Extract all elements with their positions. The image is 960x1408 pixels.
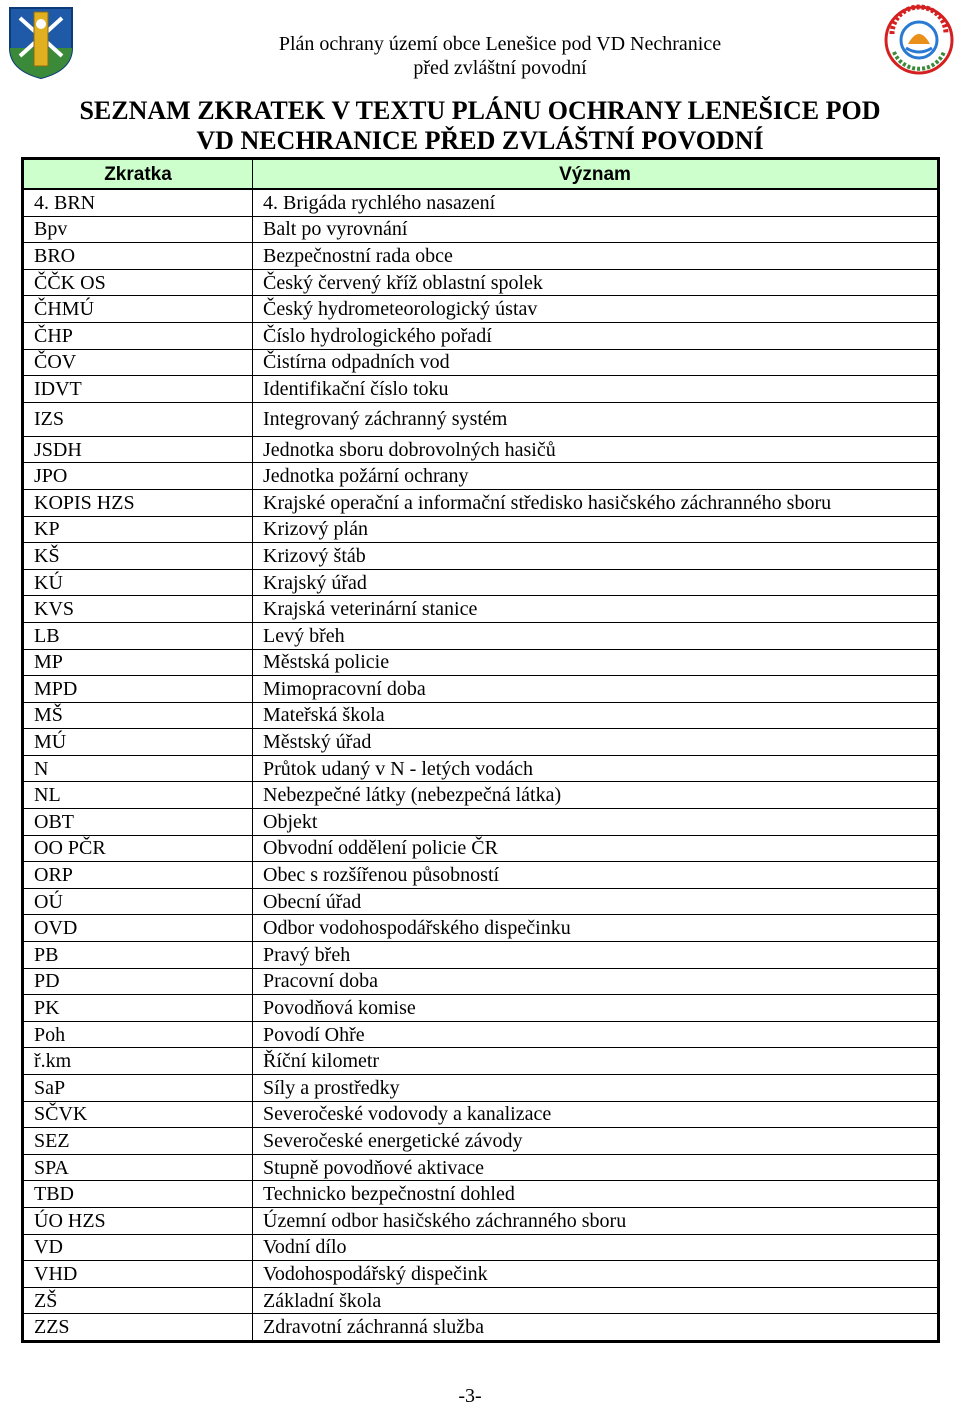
table-row [23, 243, 939, 270]
table-row [23, 349, 939, 376]
abbreviation-cell: JPO [23, 463, 253, 490]
column-header-abbreviation: Zkratka [23, 159, 253, 190]
table-row [23, 835, 939, 862]
abbreviation-cell: BRO [23, 243, 253, 270]
table-row [23, 755, 939, 782]
table-row [23, 516, 939, 543]
abbreviation-cell: ČOV [23, 349, 253, 376]
meaning-cell: Technicko bezpečnostní dohled [253, 1181, 939, 1208]
meaning-cell: Objekt [253, 809, 939, 836]
table-row [23, 862, 939, 889]
table-row [23, 1261, 939, 1288]
table-row [23, 436, 939, 463]
meaning-cell: Pravý břeh [253, 942, 939, 969]
table-body [23, 189, 939, 1341]
abbreviation-cell: PD [23, 968, 253, 995]
meaning-cell: Krajská veterinární stanice [253, 596, 939, 623]
abbreviation-cell: JSDH [23, 436, 253, 463]
meaning-cell: Mimopracovní doba [253, 676, 939, 703]
abbreviation-cell: VD [23, 1234, 253, 1261]
meaning-cell: Český hydrometeorologický ústav [253, 296, 939, 323]
abbreviations-table [21, 157, 940, 1343]
page-header [200, 32, 800, 80]
table-row [23, 942, 939, 969]
meaning-cell: Bezpečnostní rada obce [253, 243, 939, 270]
meaning-cell: Vodní dílo [253, 1234, 939, 1261]
meaning-cell: Vodohospodářský dispečink [253, 1261, 939, 1288]
table-row [23, 1181, 939, 1208]
header-line-1: Plán ochrany území obce Lenešice pod VD Nechranice [278, 33, 722, 55]
abbreviation-cell: 4. BRN [23, 189, 253, 216]
title-line-2: VD NECHRANICE PŘED ZVLÁŠTNÍ POVODNÍ [196, 126, 764, 155]
table-row [23, 995, 939, 1022]
meaning-cell: Obec s rozšířenou působností [253, 862, 939, 889]
abbreviation-cell: OBT [23, 809, 253, 836]
document-title [20, 96, 940, 156]
table-row [23, 569, 939, 596]
meaning-cell: Obecní úřad [253, 888, 939, 915]
abbreviation-cell: KŠ [23, 543, 253, 570]
abbreviation-cell: OO PČR [23, 835, 253, 862]
table-row [23, 189, 939, 216]
table-row [23, 463, 939, 490]
table-header-row [23, 159, 939, 190]
meaning-cell: Síly a prostředky [253, 1075, 939, 1102]
abbreviation-cell: NL [23, 782, 253, 809]
table-row [23, 782, 939, 809]
table-row [23, 1207, 939, 1234]
table-row [23, 622, 939, 649]
abbreviation-cell: SČVK [23, 1101, 253, 1128]
meaning-cell: Čistírna odpadních vod [253, 349, 939, 376]
abbreviation-cell: PK [23, 995, 253, 1022]
table-row [23, 322, 939, 349]
abbreviation-cell: KP [23, 516, 253, 543]
meaning-cell: Zdravotní záchranná služba [253, 1314, 939, 1342]
meaning-cell: Severočeské vodovody a kanalizace [253, 1101, 939, 1128]
abbreviation-cell: ÚO HZS [23, 1207, 253, 1234]
abbreviation-cell: KVS [23, 596, 253, 623]
header-line-2: před zvláštní povodní [413, 57, 587, 79]
meaning-cell: Číslo hydrologického pořadí [253, 322, 939, 349]
abbreviation-cell: LB [23, 622, 253, 649]
table-row [23, 1101, 939, 1128]
meaning-cell: Městská policie [253, 649, 939, 676]
abbreviation-cell: IZS [23, 402, 253, 436]
meaning-cell: Základní škola [253, 1287, 939, 1314]
abbreviation-cell: ČHMÚ [23, 296, 253, 323]
abbreviation-cell: KÚ [23, 569, 253, 596]
table-row [23, 296, 939, 323]
municipality-coat-of-arms-logo [4, 4, 78, 80]
title-line-1: SEZNAM ZKRATEK V TEXTU PLÁNU OCHRANY LENEŠICE POD [79, 96, 881, 125]
abbreviation-cell: VHD [23, 1261, 253, 1288]
table-row [23, 596, 939, 623]
meaning-cell: Pracovní doba [253, 968, 939, 995]
meaning-cell: Mateřská škola [253, 702, 939, 729]
table-row [23, 1021, 939, 1048]
meaning-cell: Říční kilometr [253, 1048, 939, 1075]
table-row [23, 1234, 939, 1261]
meaning-cell: Krizový štáb [253, 543, 939, 570]
table-row [23, 809, 939, 836]
table-row [23, 1128, 939, 1155]
meaning-cell: Stupně povodňové aktivace [253, 1154, 939, 1181]
abbreviation-cell: KOPIS HZS [23, 489, 253, 516]
table-row [23, 1314, 939, 1342]
meaning-cell: Integrovaný záchranný systém [253, 402, 939, 436]
meaning-cell: Balt po vyrovnání [253, 216, 939, 243]
abbreviation-cell: SPA [23, 1154, 253, 1181]
abbreviation-cell: ZŠ [23, 1287, 253, 1314]
abbreviation-cell: ČČK OS [23, 269, 253, 296]
meaning-cell: Nebezpečné látky (nebezpečná látka) [253, 782, 939, 809]
abbreviation-cell: OÚ [23, 888, 253, 915]
meaning-cell: Městský úřad [253, 729, 939, 756]
table-row [23, 402, 939, 436]
table-row [23, 702, 939, 729]
abbreviation-cell: ZZS [23, 1314, 253, 1342]
abbreviation-cell: MŠ [23, 702, 253, 729]
table-row [23, 1048, 939, 1075]
table-row [23, 729, 939, 756]
meaning-cell: Obvodní oddělení policie ČR [253, 835, 939, 862]
meaning-cell: Severočeské energetické závody [253, 1128, 939, 1155]
abbreviation-cell: TBD [23, 1181, 253, 1208]
abbreviation-cell: SaP [23, 1075, 253, 1102]
table-row [23, 1287, 939, 1314]
meaning-cell: Identifikační číslo toku [253, 376, 939, 403]
meaning-cell: Odbor vodohospodářského dispečinku [253, 915, 939, 942]
table-row [23, 543, 939, 570]
table-row [23, 968, 939, 995]
table-row [23, 888, 939, 915]
table-row [23, 1154, 939, 1181]
meaning-cell: 4. Brigáda rychlého nasazení [253, 189, 939, 216]
page-number: -3- [458, 1385, 482, 1407]
meaning-cell: Český červený kříž oblastní spolek [253, 269, 939, 296]
abbreviation-cell: N [23, 755, 253, 782]
meaning-cell: Krajský úřad [253, 569, 939, 596]
abbreviation-cell: MPD [23, 676, 253, 703]
abbreviation-cell: ČHP [23, 322, 253, 349]
abbreviation-cell: MP [23, 649, 253, 676]
column-header-meaning: Význam [253, 159, 939, 190]
abbreviation-cell: PB [23, 942, 253, 969]
table-row [23, 269, 939, 296]
meaning-cell: Povodí Ohře [253, 1021, 939, 1048]
abbreviation-cell: ORP [23, 862, 253, 889]
abbreviation-cell: ř.km [23, 1048, 253, 1075]
meaning-cell: Jednotka sboru dobrovolných hasičů [253, 436, 939, 463]
meaning-cell: Krizový plán [253, 516, 939, 543]
abbreviation-cell: Bpv [23, 216, 253, 243]
table-row [23, 216, 939, 243]
meaning-cell: Levý břeh [253, 622, 939, 649]
abbreviation-cell: MÚ [23, 729, 253, 756]
table-row [23, 915, 939, 942]
meaning-cell: Územní odbor hasičského záchranného sboru [253, 1207, 939, 1234]
abbreviation-cell: Poh [23, 1021, 253, 1048]
meaning-cell: Povodňová komise [253, 995, 939, 1022]
abbreviation-cell: IDVT [23, 376, 253, 403]
table-row [23, 376, 939, 403]
table-row [23, 1075, 939, 1102]
meaning-cell: Průtok udaný v N - letých vodách [253, 755, 939, 782]
table-row [23, 676, 939, 703]
meaning-cell: Jednotka požární ochrany [253, 463, 939, 490]
table-row [23, 489, 939, 516]
table-row [23, 649, 939, 676]
crisis-preparedness-logo [882, 4, 956, 76]
abbreviation-cell: SEZ [23, 1128, 253, 1155]
abbreviation-cell: OVD [23, 915, 253, 942]
meaning-cell: Krajské operační a informační středisko hasičského záchranného sboru [253, 489, 939, 516]
